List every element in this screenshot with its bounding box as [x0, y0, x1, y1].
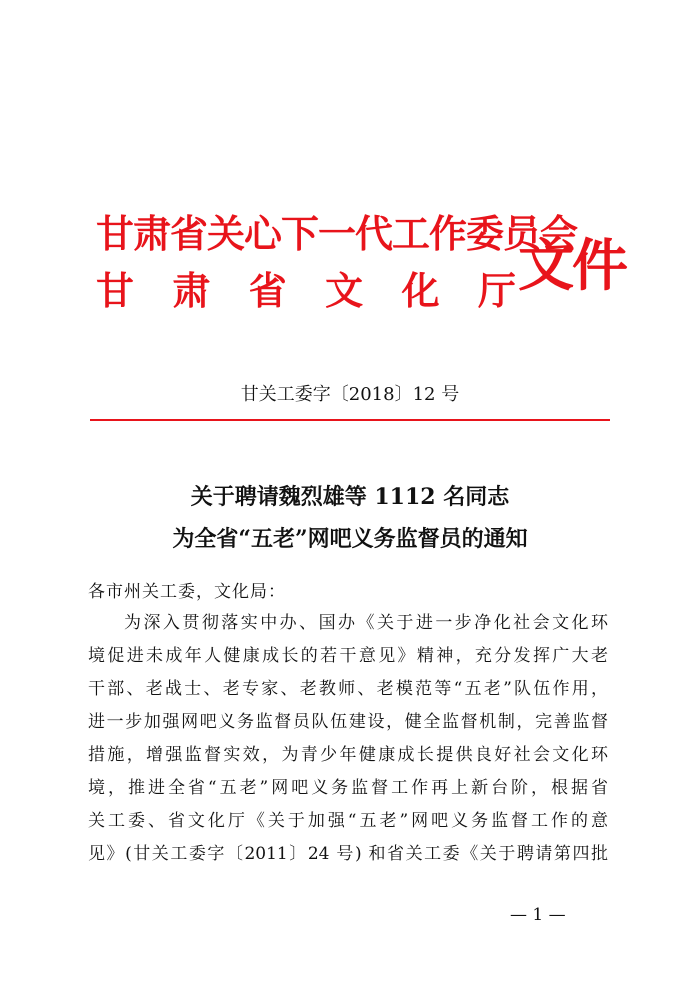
- issuer-char: 甘: [96, 269, 135, 313]
- body-text: [88, 607, 608, 871]
- body-line: 措施，增强监督实效，为青少年健康成长提供良好社会文化环: [88, 745, 608, 765]
- issuer-name-line-2: [96, 260, 516, 315]
- issuer-name-line-1: 甘肃省关心下一代工作委员会: [96, 212, 578, 256]
- salutation: 各市州关工委，文化局：: [88, 582, 286, 602]
- red-divider-rule: [90, 419, 610, 421]
- notice-title-line-2: 为全省“五老”网吧义务监督员的通知: [172, 526, 528, 552]
- body-line: 关工委、省文化厅《关于加强“五老”网吧义务监督工作的意: [88, 811, 608, 831]
- notice-title-line-1: 关于聘请魏烈雄等 1112 名同志: [190, 484, 510, 510]
- body-line: 进一步加强网吧义务监督员队伍建设，健全监督机制，完善监督: [88, 712, 608, 732]
- page-number: — 1 —: [510, 905, 566, 925]
- body-line: 为深入贯彻落实中办、国办《关于进一步净化社会文化环: [124, 613, 608, 633]
- issuer-char: 化: [401, 269, 440, 313]
- issuer-char: 厅: [477, 269, 516, 313]
- issuer-char: 省: [248, 269, 287, 313]
- body-line: 境促进未成年人健康成长的若干意见》精神，充分发挥广大老: [88, 646, 608, 666]
- document-number: 甘关工委字〔2018〕12 号: [240, 384, 460, 405]
- issuer-char: 文: [325, 269, 364, 313]
- body-line: 境，推进全省“五老”网吧义务监督工作再上新台阶，根据省: [88, 778, 608, 798]
- body-line: 见》(甘关工委字〔2011〕24 号) 和省关工委《关于聘请第四批: [88, 844, 608, 864]
- document-kind-label: 文件: [518, 234, 626, 299]
- body-line: 干部、老战士、老专家、老教师、老模范等“五老”队伍作用，: [88, 679, 608, 699]
- issuer-char: 肃: [172, 269, 211, 313]
